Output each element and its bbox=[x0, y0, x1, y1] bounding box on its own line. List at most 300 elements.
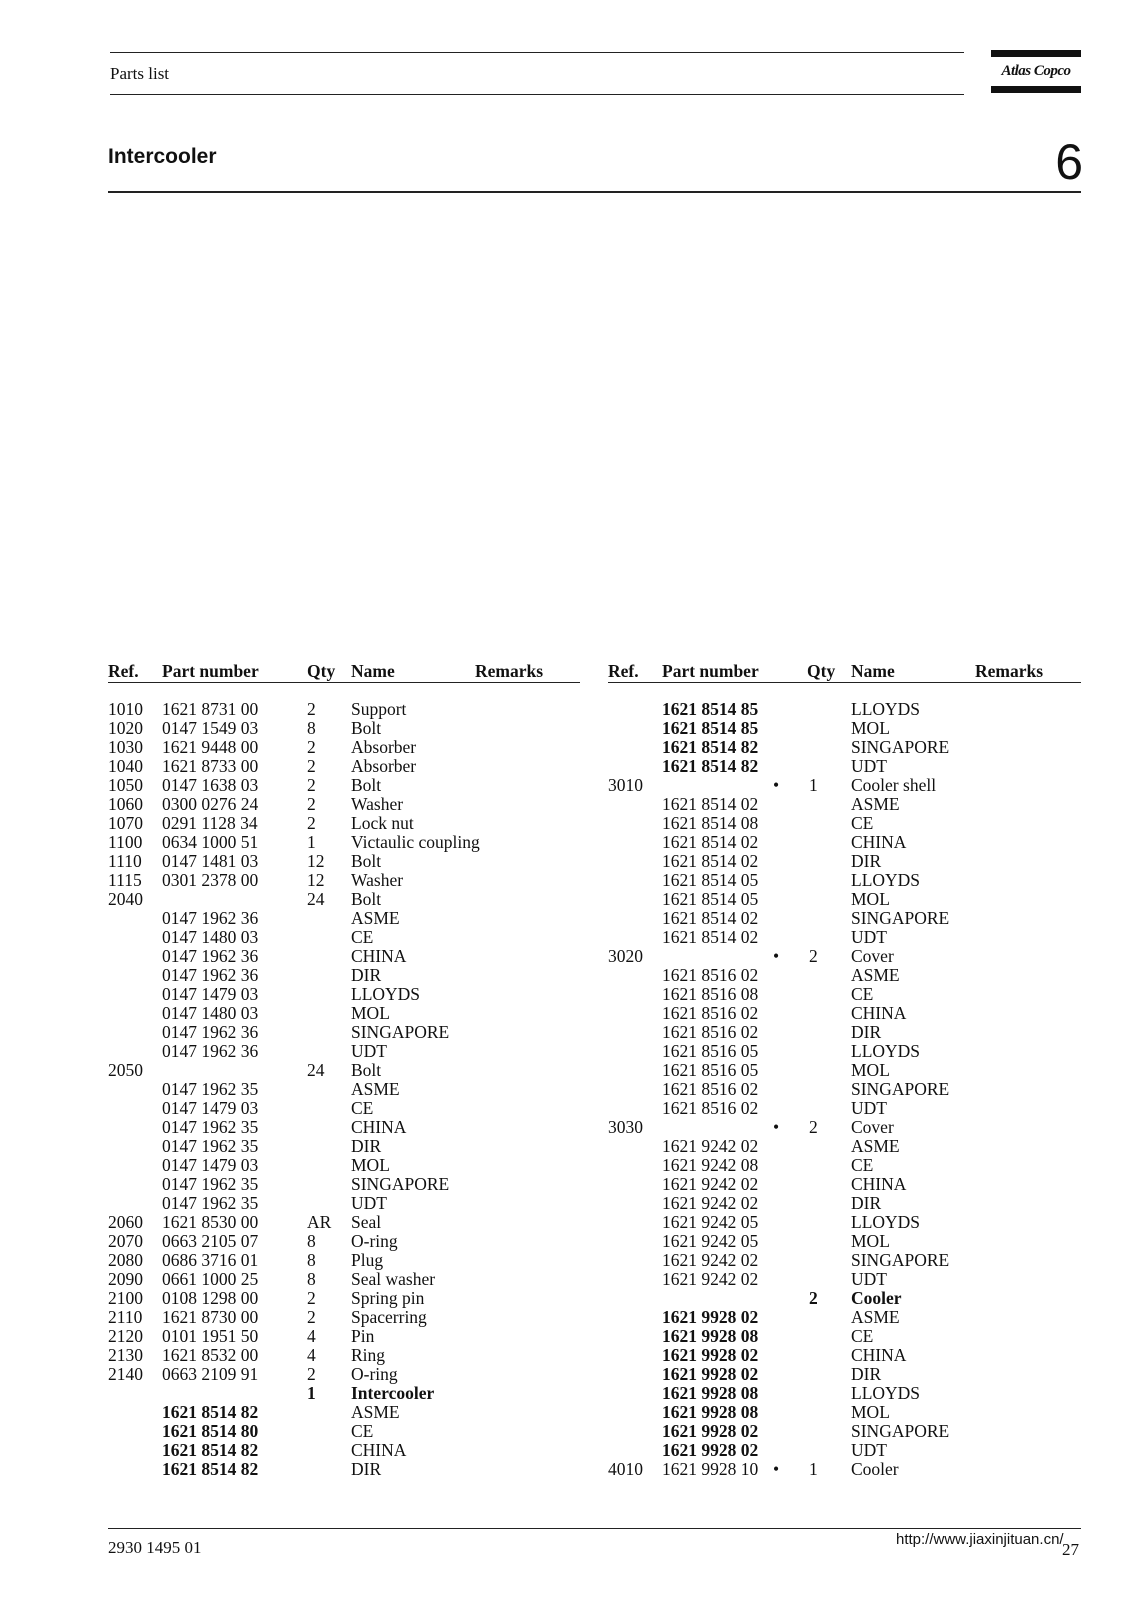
part-number-cell: 1621 9242 02 bbox=[662, 1250, 759, 1270]
table-row bbox=[608, 1327, 1081, 1346]
ref-cell: 2110 bbox=[108, 1307, 143, 1327]
name-cell: Bolt bbox=[351, 889, 382, 909]
part-number-cell: 1621 8514 02 bbox=[662, 851, 759, 871]
qty-cell: 2 bbox=[307, 775, 316, 795]
ref-cell: 2100 bbox=[108, 1288, 143, 1308]
part-number-cell: 1621 8514 85 bbox=[662, 699, 759, 719]
name-cell: Ring bbox=[351, 1345, 386, 1365]
part-number-cell: 0147 1962 36 bbox=[162, 908, 259, 928]
name-cell: Lock nut bbox=[351, 813, 414, 833]
section-label: Parts list bbox=[110, 64, 170, 83]
part-number-cell: 0101 1951 50 bbox=[162, 1326, 259, 1346]
part-number-cell: 1621 9928 02 bbox=[662, 1440, 759, 1460]
table-row bbox=[108, 1023, 580, 1042]
qty-cell: 8 bbox=[307, 1231, 316, 1251]
table-row bbox=[108, 871, 580, 890]
name-cell: CHINA bbox=[351, 1440, 407, 1460]
logo-bottom-bar bbox=[991, 86, 1081, 93]
header-remarks: Remarks bbox=[475, 661, 544, 681]
table-row bbox=[608, 890, 1081, 909]
name-cell: DIR bbox=[851, 1193, 882, 1213]
ref-cell: 1060 bbox=[108, 794, 143, 814]
part-number-cell: 1621 8516 02 bbox=[662, 965, 759, 985]
name-cell: CE bbox=[351, 1098, 374, 1118]
name-cell: SINGAPORE bbox=[851, 1250, 950, 1270]
table-row bbox=[608, 1289, 1081, 1308]
name-cell: DIR bbox=[351, 1136, 382, 1156]
qty-cell: 1 bbox=[809, 1459, 818, 1479]
name-cell: UDT bbox=[851, 1269, 887, 1289]
table-row bbox=[108, 1042, 580, 1061]
part-number-cell: 1621 8514 82 bbox=[162, 1402, 259, 1422]
table-header bbox=[608, 662, 1081, 681]
name-cell: Cover bbox=[851, 946, 894, 966]
name-cell: Bolt bbox=[351, 718, 382, 738]
name-cell: Seal bbox=[351, 1212, 382, 1232]
name-cell: Cover bbox=[851, 1117, 894, 1137]
ref-cell: 1110 bbox=[108, 851, 142, 871]
part-number-cell: 1621 9928 08 bbox=[662, 1326, 759, 1346]
name-cell: DIR bbox=[351, 1459, 382, 1479]
name-cell: SINGAPORE bbox=[851, 737, 950, 757]
part-number-cell: 1621 8514 80 bbox=[162, 1421, 259, 1441]
header-qty: Qty bbox=[807, 661, 836, 681]
name-cell: Bolt bbox=[351, 851, 382, 871]
part-number-cell: 1621 8514 02 bbox=[662, 908, 759, 928]
table-row bbox=[608, 871, 1081, 890]
name-cell: Bolt bbox=[351, 775, 382, 795]
ref-cell: 1100 bbox=[108, 832, 143, 852]
part-number-cell: 1621 9242 02 bbox=[662, 1136, 759, 1156]
name-cell: LLOYDS bbox=[851, 870, 921, 890]
name-cell: UDT bbox=[351, 1193, 387, 1213]
name-cell: Spacerring bbox=[351, 1307, 427, 1327]
part-number-cell: 1621 8516 05 bbox=[662, 1060, 759, 1080]
part-number-cell: 0147 1962 35 bbox=[162, 1193, 259, 1213]
name-cell: UDT bbox=[851, 1098, 887, 1118]
part-number-cell: 1621 8514 82 bbox=[162, 1440, 259, 1460]
qty-cell: 8 bbox=[307, 718, 316, 738]
table-row bbox=[108, 1384, 580, 1403]
table-row bbox=[608, 1441, 1081, 1460]
qty-cell: 2 bbox=[307, 699, 316, 719]
part-number-cell: 1621 8516 02 bbox=[662, 1079, 759, 1099]
name-cell: LLOYDS bbox=[851, 1212, 921, 1232]
footer-url: http://www.jiaxinjituan.cn/ bbox=[896, 1531, 1064, 1548]
name-cell: Support bbox=[351, 699, 407, 719]
document-code: 2930 1495 01 bbox=[108, 1538, 202, 1557]
qty-cell: 4 bbox=[307, 1345, 316, 1365]
table-row bbox=[608, 1137, 1081, 1156]
name-cell: Seal washer bbox=[351, 1269, 436, 1289]
table-row bbox=[608, 814, 1081, 833]
table-row bbox=[608, 757, 1081, 776]
name-cell: ASME bbox=[351, 1402, 400, 1422]
name-cell: SINGAPORE bbox=[851, 1079, 950, 1099]
name-cell: ASME bbox=[351, 908, 400, 928]
table-row bbox=[108, 1346, 580, 1365]
table-row bbox=[108, 1118, 580, 1137]
part-number-cell: 1621 9928 02 bbox=[662, 1307, 759, 1327]
table-row bbox=[608, 1308, 1081, 1327]
table-row bbox=[608, 1023, 1081, 1042]
table-row bbox=[608, 852, 1081, 871]
part-number-cell: 1621 8514 02 bbox=[662, 927, 759, 947]
name-cell: O-ring bbox=[351, 1231, 398, 1251]
parts-rows-right bbox=[608, 700, 1081, 1479]
table-row bbox=[108, 1441, 580, 1460]
name-cell: DIR bbox=[351, 965, 382, 985]
part-number-cell: 0686 3716 01 bbox=[162, 1250, 259, 1270]
name-cell: SINGAPORE bbox=[851, 1421, 950, 1441]
part-number-cell: 1621 9242 02 bbox=[662, 1193, 759, 1213]
header-remarks: Remarks bbox=[975, 661, 1044, 681]
name-cell: CE bbox=[351, 927, 374, 947]
footer-rule bbox=[108, 1528, 1081, 1529]
header-part-number: Part number bbox=[662, 661, 759, 681]
table-row bbox=[108, 1099, 580, 1118]
name-cell: MOL bbox=[851, 1402, 890, 1422]
name-cell: O-ring bbox=[351, 1364, 398, 1384]
part-number-cell: 1621 8731 00 bbox=[162, 699, 259, 719]
qty-cell: 2 bbox=[809, 1288, 818, 1308]
part-number-cell: 1621 8516 08 bbox=[662, 984, 759, 1004]
table-row bbox=[108, 1175, 580, 1194]
name-cell: LLOYDS bbox=[851, 1383, 921, 1403]
header-bottom-rule bbox=[110, 94, 964, 95]
part-number-cell: 0147 1480 03 bbox=[162, 927, 259, 947]
name-cell: CHINA bbox=[851, 832, 907, 852]
table-row bbox=[108, 757, 580, 776]
table-row bbox=[608, 1004, 1081, 1023]
name-cell: DIR bbox=[851, 851, 882, 871]
name-cell: MOL bbox=[851, 889, 890, 909]
name-cell: CE bbox=[851, 813, 874, 833]
qty-cell: 1 bbox=[307, 1383, 316, 1403]
page-number: 27 bbox=[1062, 1540, 1079, 1559]
name-cell: Plug bbox=[351, 1250, 384, 1270]
part-number-cell: 1621 8514 05 bbox=[662, 889, 759, 909]
bullet-cell: • bbox=[773, 1117, 780, 1137]
table-row bbox=[108, 947, 580, 966]
name-cell: Cooler bbox=[851, 1459, 899, 1479]
part-number-cell: 0291 1128 34 bbox=[162, 813, 258, 833]
table-row bbox=[608, 719, 1081, 738]
name-cell: Washer bbox=[351, 870, 404, 890]
table-row bbox=[108, 1289, 580, 1308]
part-number-cell: 1621 8514 82 bbox=[162, 1459, 259, 1479]
table-row bbox=[608, 1270, 1081, 1289]
ref-cell: 1040 bbox=[108, 756, 143, 776]
part-number-cell: 0300 0276 24 bbox=[162, 794, 259, 814]
header-qty: Qty bbox=[307, 661, 336, 681]
ref-cell: 1070 bbox=[108, 813, 143, 833]
name-cell: Bolt bbox=[351, 1060, 382, 1080]
table-row bbox=[608, 738, 1081, 757]
header-ref: Ref. bbox=[108, 661, 139, 681]
part-number-cell: 1621 9928 08 bbox=[662, 1402, 759, 1422]
page-title: Intercooler bbox=[108, 145, 217, 168]
part-number-cell: 0147 1962 35 bbox=[162, 1117, 259, 1137]
name-cell: ASME bbox=[851, 1307, 900, 1327]
name-cell: LLOYDS bbox=[351, 984, 421, 1004]
bullet-cell: • bbox=[773, 1459, 780, 1479]
name-cell: Cooler shell bbox=[851, 775, 937, 795]
name-cell: MOL bbox=[851, 718, 890, 738]
name-cell: Pin bbox=[351, 1326, 375, 1346]
part-number-cell: 0147 1962 36 bbox=[162, 1022, 259, 1042]
table-row bbox=[108, 700, 580, 719]
table-row bbox=[608, 795, 1081, 814]
name-cell: Cooler bbox=[851, 1288, 902, 1308]
name-cell: Intercooler bbox=[351, 1383, 435, 1403]
part-number-cell: 0147 1479 03 bbox=[162, 1098, 259, 1118]
part-number-cell: 1621 9448 00 bbox=[162, 737, 259, 757]
parts-table-right bbox=[608, 662, 1081, 1479]
table-row bbox=[608, 776, 1081, 795]
name-cell: Washer bbox=[351, 794, 404, 814]
ref-cell: 2060 bbox=[108, 1212, 143, 1232]
qty-cell: 8 bbox=[307, 1269, 316, 1289]
part-number-cell: 0663 2105 07 bbox=[162, 1231, 259, 1251]
ref-cell: 2050 bbox=[108, 1060, 143, 1080]
table-row bbox=[108, 1004, 580, 1023]
part-number-cell: 1621 8514 02 bbox=[662, 832, 759, 852]
table-row bbox=[608, 1061, 1081, 1080]
table-row bbox=[108, 928, 580, 947]
part-number-cell: 1621 8514 05 bbox=[662, 870, 759, 890]
table-row bbox=[108, 1270, 580, 1289]
table-row bbox=[608, 700, 1081, 719]
name-cell: Absorber bbox=[351, 737, 417, 757]
table-row bbox=[108, 833, 580, 852]
ref-cell: 3030 bbox=[608, 1117, 643, 1137]
part-number-cell: 0661 1000 25 bbox=[162, 1269, 259, 1289]
name-cell: UDT bbox=[851, 927, 887, 947]
part-number-cell: 1621 9928 02 bbox=[662, 1345, 759, 1365]
parts-table-left bbox=[108, 662, 580, 1479]
part-number-cell: 1621 9928 10 bbox=[662, 1459, 759, 1479]
qty-cell: 2 bbox=[307, 1364, 316, 1384]
qty-cell: 1 bbox=[307, 832, 316, 852]
qty-cell: 1 bbox=[809, 775, 818, 795]
part-number-cell: 0147 1549 03 bbox=[162, 718, 259, 738]
part-number-cell: 1621 8514 85 bbox=[662, 718, 759, 738]
table-row bbox=[108, 719, 580, 738]
part-number-cell: 0147 1962 35 bbox=[162, 1079, 259, 1099]
qty-cell: 24 bbox=[307, 1060, 325, 1080]
part-number-cell: 0147 1962 36 bbox=[162, 946, 259, 966]
parts-rows-left bbox=[108, 700, 580, 1479]
atlas-copco-logo bbox=[991, 50, 1081, 93]
table-row bbox=[108, 1251, 580, 1270]
table-row bbox=[608, 1251, 1081, 1270]
header-name: Name bbox=[351, 661, 395, 681]
table-row bbox=[108, 985, 580, 1004]
part-number-cell: 0147 1481 03 bbox=[162, 851, 259, 871]
ref-cell: 3020 bbox=[608, 946, 643, 966]
part-number-cell: 0301 2378 00 bbox=[162, 870, 259, 890]
name-cell: DIR bbox=[851, 1022, 882, 1042]
table-row bbox=[108, 1080, 580, 1099]
qty-cell: 2 bbox=[307, 794, 316, 814]
table-row bbox=[108, 776, 580, 795]
name-cell: MOL bbox=[351, 1155, 390, 1175]
name-cell: ASME bbox=[851, 1136, 900, 1156]
name-cell: Victaulic coupling bbox=[351, 832, 480, 852]
table-row bbox=[608, 1384, 1081, 1403]
ref-cell: 2070 bbox=[108, 1231, 143, 1251]
logo-top-bar bbox=[991, 50, 1081, 57]
table-row bbox=[608, 1232, 1081, 1251]
part-number-cell: 1621 8514 82 bbox=[662, 756, 759, 776]
qty-cell: 2 bbox=[307, 756, 316, 776]
part-number-cell: 1621 8516 02 bbox=[662, 1003, 759, 1023]
table-row bbox=[608, 1460, 1081, 1479]
part-number-cell: 0147 1962 36 bbox=[162, 1041, 259, 1061]
table-row bbox=[608, 1099, 1081, 1118]
part-number-cell: 1621 9928 02 bbox=[662, 1364, 759, 1384]
ref-cell: 1010 bbox=[108, 699, 143, 719]
qty-cell: AR bbox=[307, 1212, 332, 1232]
header-part-number: Part number bbox=[162, 661, 259, 681]
header-ref: Ref. bbox=[608, 661, 639, 681]
qty-cell: 8 bbox=[307, 1250, 316, 1270]
part-number-cell: 0147 1638 03 bbox=[162, 775, 259, 795]
ref-cell: 2140 bbox=[108, 1364, 143, 1384]
part-number-cell: 1621 9242 05 bbox=[662, 1231, 759, 1251]
bullet-cell: • bbox=[773, 775, 780, 795]
qty-cell: 2 bbox=[809, 1117, 818, 1137]
name-cell: CHINA bbox=[351, 946, 407, 966]
ref-cell: 3010 bbox=[608, 775, 643, 795]
name-cell: CHINA bbox=[851, 1003, 907, 1023]
part-number-cell: 0634 1000 51 bbox=[162, 832, 259, 852]
ref-cell: 2090 bbox=[108, 1269, 143, 1289]
qty-cell: 2 bbox=[307, 1288, 316, 1308]
part-number-cell: 0147 1479 03 bbox=[162, 1155, 259, 1175]
table-row bbox=[108, 1137, 580, 1156]
name-cell: Spring pin bbox=[351, 1288, 425, 1308]
table-row bbox=[108, 1327, 580, 1346]
part-number-cell: 1621 8514 02 bbox=[662, 794, 759, 814]
table-row bbox=[608, 928, 1081, 947]
table-row bbox=[108, 909, 580, 928]
table-row bbox=[608, 1422, 1081, 1441]
qty-cell: 12 bbox=[307, 851, 325, 871]
part-number-cell: 0147 1962 36 bbox=[162, 965, 259, 985]
table-row bbox=[108, 890, 580, 909]
name-cell: UDT bbox=[851, 756, 887, 776]
part-number-cell: 1621 9242 02 bbox=[662, 1174, 759, 1194]
table-row bbox=[608, 947, 1081, 966]
ref-cell: 1030 bbox=[108, 737, 143, 757]
ref-cell: 1020 bbox=[108, 718, 143, 738]
qty-cell: 2 bbox=[307, 813, 316, 833]
table-row bbox=[108, 738, 580, 757]
part-number-cell: 1621 9242 08 bbox=[662, 1155, 759, 1175]
qty-cell: 4 bbox=[307, 1326, 316, 1346]
name-cell: CHINA bbox=[351, 1117, 407, 1137]
qty-cell: 2 bbox=[809, 946, 818, 966]
bullet-cell: • bbox=[773, 946, 780, 966]
table-row bbox=[108, 1422, 580, 1441]
name-cell: UDT bbox=[351, 1041, 387, 1061]
ref-cell: 2080 bbox=[108, 1250, 143, 1270]
part-number-cell: 0147 1962 35 bbox=[162, 1174, 259, 1194]
logo-text: Atlas Copco bbox=[1001, 63, 1071, 79]
table-row bbox=[108, 1194, 580, 1213]
ref-cell: 2040 bbox=[108, 889, 143, 909]
header-top-rule bbox=[110, 52, 964, 53]
name-cell: ASME bbox=[851, 794, 900, 814]
part-number-cell: 1621 8530 00 bbox=[162, 1212, 259, 1232]
table-row bbox=[608, 1175, 1081, 1194]
table-row bbox=[608, 1194, 1081, 1213]
qty-cell: 24 bbox=[307, 889, 325, 909]
part-number-cell: 1621 8733 00 bbox=[162, 756, 259, 776]
part-number-cell: 0663 2109 91 bbox=[162, 1364, 259, 1384]
name-cell: SINGAPORE bbox=[351, 1022, 450, 1042]
name-cell: CE bbox=[851, 984, 874, 1004]
chapter-number: 6 bbox=[1055, 134, 1083, 190]
part-number-cell: 0108 1298 00 bbox=[162, 1288, 259, 1308]
name-cell: MOL bbox=[351, 1003, 390, 1023]
qty-cell: 12 bbox=[307, 870, 325, 890]
table-row bbox=[108, 852, 580, 871]
table-row bbox=[608, 985, 1081, 1004]
qty-cell: 2 bbox=[307, 737, 316, 757]
table-row bbox=[608, 1118, 1081, 1137]
table-row bbox=[108, 966, 580, 985]
table-row bbox=[108, 1061, 580, 1080]
name-cell: DIR bbox=[851, 1364, 882, 1384]
table-row bbox=[108, 1232, 580, 1251]
name-cell: MOL bbox=[851, 1060, 890, 1080]
part-number-cell: 1621 8516 02 bbox=[662, 1022, 759, 1042]
part-number-cell: 0147 1479 03 bbox=[162, 984, 259, 1004]
ref-cell: 2120 bbox=[108, 1326, 143, 1346]
ref-cell: 2130 bbox=[108, 1345, 143, 1365]
part-number-cell: 1621 8514 82 bbox=[662, 737, 759, 757]
part-number-cell: 0147 1962 35 bbox=[162, 1136, 259, 1156]
ref-cell: 1050 bbox=[108, 775, 143, 795]
name-cell: MOL bbox=[851, 1231, 890, 1251]
name-cell: ASME bbox=[851, 965, 900, 985]
name-cell: ASME bbox=[351, 1079, 400, 1099]
table-row bbox=[108, 814, 580, 833]
name-cell: CE bbox=[351, 1421, 374, 1441]
table-row bbox=[108, 1308, 580, 1327]
ref-cell: 4010 bbox=[608, 1459, 643, 1479]
name-cell: SINGAPORE bbox=[351, 1174, 450, 1194]
name-cell: CHINA bbox=[851, 1345, 907, 1365]
name-cell: LLOYDS bbox=[851, 1041, 921, 1061]
part-number-cell: 1621 9242 05 bbox=[662, 1212, 759, 1232]
table-row bbox=[608, 909, 1081, 928]
table-row bbox=[108, 1213, 580, 1232]
table-header bbox=[108, 662, 580, 681]
name-cell: Absorber bbox=[351, 756, 417, 776]
name-cell: CHINA bbox=[851, 1174, 907, 1194]
table-row bbox=[608, 1346, 1081, 1365]
part-number-cell: 1621 8516 02 bbox=[662, 1098, 759, 1118]
part-number-cell: 1621 8532 00 bbox=[162, 1345, 259, 1365]
table-row bbox=[608, 966, 1081, 985]
table-row bbox=[108, 1403, 580, 1422]
name-cell: SINGAPORE bbox=[851, 908, 950, 928]
table-row bbox=[608, 833, 1081, 852]
